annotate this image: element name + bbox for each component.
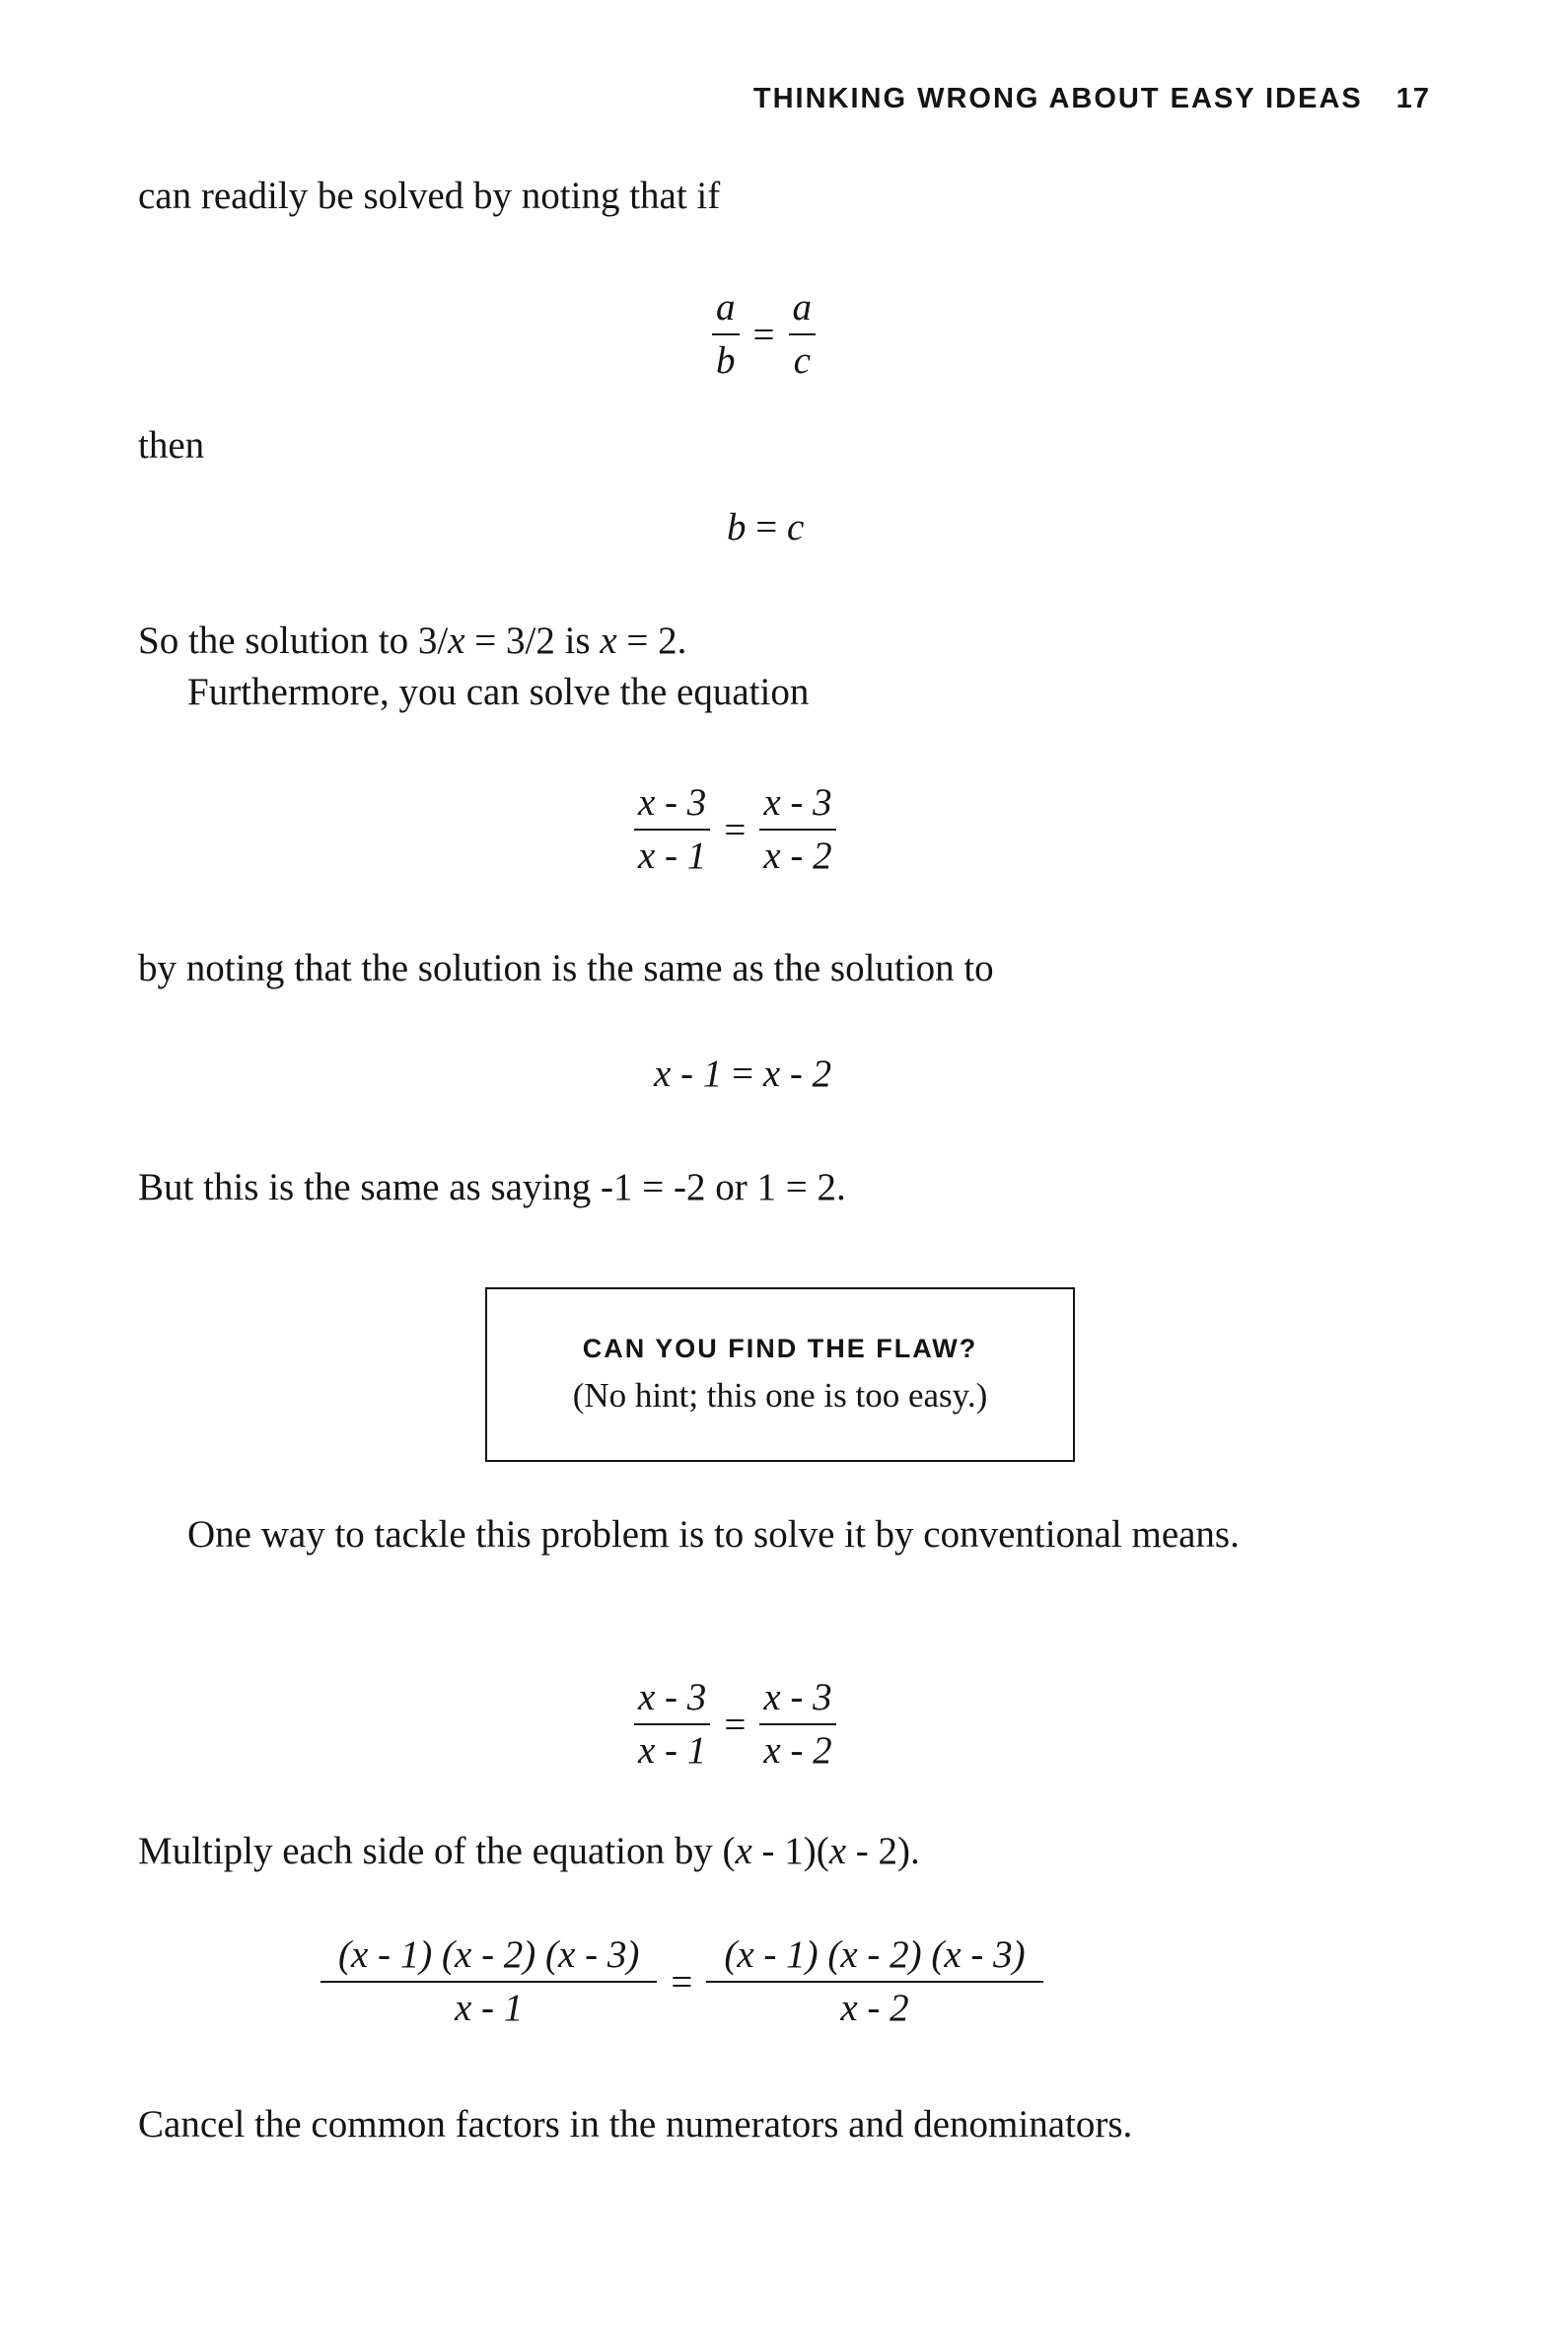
- denominator: x - 1: [638, 1729, 707, 1772]
- var-x: x: [600, 619, 617, 662]
- equals-sign: =: [724, 1703, 747, 1746]
- paragraph-3: [138, 616, 686, 667]
- numerator: x - 3: [759, 1674, 835, 1725]
- p3-text-c: = 2.: [616, 619, 687, 662]
- fraction-left: [634, 1674, 710, 1775]
- equals-sign: =: [752, 313, 775, 356]
- var-x: x: [448, 619, 465, 662]
- fraction-left: [321, 1931, 657, 2032]
- numerator: a: [789, 284, 817, 335]
- numerator: (x - 1) (x - 2) (x - 3): [321, 1931, 657, 1983]
- box-title: CAN YOU FIND THE FLAW?: [582, 1334, 978, 1363]
- equation-fraction-2: [634, 1674, 836, 1775]
- p8-text-b: - 1)(: [751, 1830, 829, 1872]
- fraction-left: [712, 284, 740, 385]
- rhs: x - 2: [762, 1053, 832, 1095]
- denominator: x - 1: [455, 1987, 524, 2029]
- page-number: 17: [1395, 83, 1430, 114]
- denominator: x - 1: [638, 835, 707, 877]
- numerator: x - 3: [634, 1674, 710, 1725]
- denominator: c: [793, 339, 811, 382]
- equals-sign: =: [755, 506, 778, 548]
- box-subtitle: (No hint; this one is too easy.): [572, 1376, 988, 1415]
- equation-product-fractions: [321, 1931, 1043, 2032]
- paragraph-4: Furthermore, you can solve the equation: [187, 671, 810, 713]
- rhs: c: [787, 506, 805, 548]
- equals-sign: =: [671, 1960, 693, 2003]
- p3-text-a: So the solution to 3/: [138, 619, 449, 662]
- paragraph-2: then: [138, 424, 205, 467]
- p8-text-a: Multiply each side of the equation by (: [138, 1830, 736, 1872]
- fraction-left: [634, 779, 710, 880]
- fraction-right: [706, 1931, 1042, 2032]
- numerator: a: [712, 284, 740, 335]
- equals-sign: =: [724, 808, 747, 851]
- equation-fraction-1: [634, 779, 836, 880]
- paragraph-6: But this is the same as saying -1 = -2 or 1 = 2.: [138, 1166, 846, 1208]
- lhs: b: [727, 506, 747, 548]
- equation-x-minus-1-equals-x-minus-2: [654, 1052, 831, 1096]
- header-title: THINKING WRONG ABOUT EASY IDEAS: [752, 83, 1363, 114]
- denominator: b: [716, 339, 736, 382]
- numerator: (x - 1) (x - 2) (x - 3): [706, 1931, 1042, 1983]
- fraction-right: [789, 284, 817, 385]
- flaw-question-box: [485, 1287, 1075, 1462]
- equation-b-equals-c: [727, 505, 804, 549]
- denominator: x - 2: [840, 1987, 909, 2029]
- paragraph-1: can readily be solved by noting that if: [138, 175, 721, 217]
- fraction-right: [759, 779, 835, 880]
- var-x: x: [735, 1830, 752, 1872]
- denominator: x - 2: [763, 1729, 832, 1772]
- paragraph-7: One way to tackle this problem is to solve it by conventional means.: [187, 1513, 1240, 1556]
- equals-sign: =: [732, 1053, 754, 1095]
- paragraph-5: by noting that the solution is the same as the solution to: [138, 947, 994, 989]
- numerator: x - 3: [759, 779, 835, 831]
- paragraph-9: Cancel the common factors in the numerators and denominators.: [138, 2103, 1133, 2146]
- p3-text-b: = 3/2 is: [464, 619, 601, 662]
- numerator: x - 3: [634, 779, 710, 831]
- p8-text-c: - 2).: [846, 1830, 920, 1872]
- lhs: x - 1: [654, 1053, 723, 1095]
- equation-a-over-b-equals-a-over-c: [712, 284, 816, 385]
- fraction-right: [759, 1674, 835, 1775]
- running-header: [753, 83, 1430, 115]
- paragraph-8: [138, 1826, 920, 1877]
- denominator: x - 2: [763, 835, 832, 877]
- var-x: x: [828, 1830, 847, 1872]
